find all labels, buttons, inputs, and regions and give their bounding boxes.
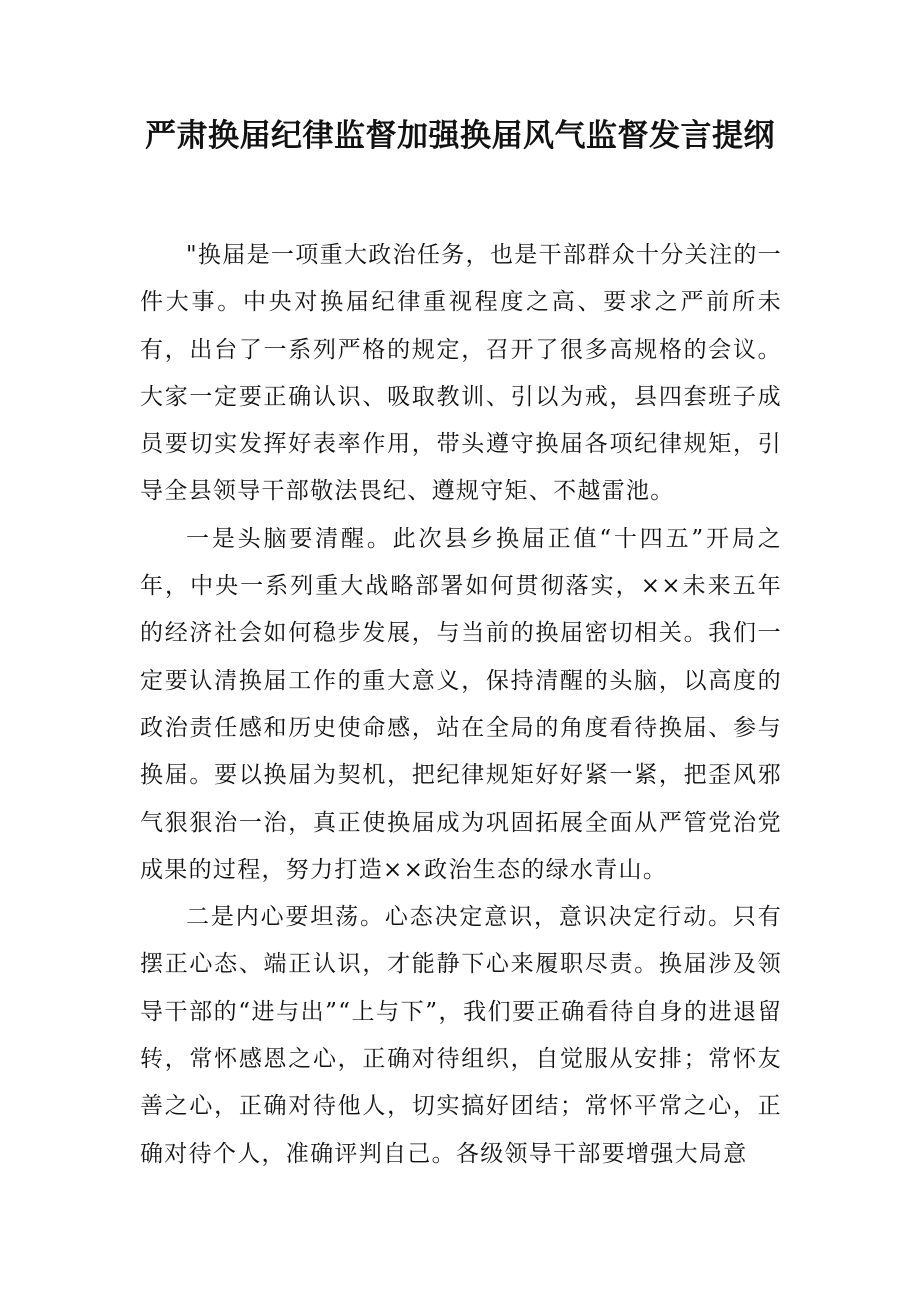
- paragraph-intro: "换届是一项重大政治任务，也是干部群众十分关注的一件大事。中央对换届纪律重视程度之高、要求之严前所未有，出台了一系列严格的规定，召开了很多高规格的会议。大家一定要正确认识、吸取教训、引以为戒，县四套班子成员要切实发挥好表率作用，带头遵守换届各项纪律规矩，引导全县领导干部敬法畏纪、遵规守矩、不越雷池。: [140, 242, 782, 505]
- paragraph-point-two: 二是内心要坦荡。心态决定意识，意识决定行动。只有摆正心态、端正认识，才能静下心来履职尽责。换届涉及领导干部的“进与出”“上与下”，我们要正确看待自身的进退留转，常怀感恩之心，正确对待组织，自觉服从安排；常怀友善之心，正确对待他人，切实搞好团结；常怀平常之心，正确对待个人，准确评判自己。各级领导干部要增强大局意: [140, 904, 782, 1167]
- paragraph-point-one: 一是头脑要清醒。此次县乡换届正值“十四五”开局之年，中央一系列重大战略部署如何贯彻落实，××未来五年的经济社会如何稳步发展，与当前的换届密切相关。我们一定要认清换届工作的重大意义，保持清醒的头脑，以高度的政治责任感和历史使命感，站在全局的角度看待换届、参与换届。要以换届为契机，把纪律规矩好好紧一紧，把歪风邪气狠狠治一治，真正使换届成为巩固拓展全面从严管党治党成果的过程，努力打造××政治生态的绿水青山。: [140, 525, 782, 883]
- document-body: [140, 232, 782, 1178]
- document-title: 严肃换届纪律监督加强换届风气监督发言提纲: [145, 118, 775, 154]
